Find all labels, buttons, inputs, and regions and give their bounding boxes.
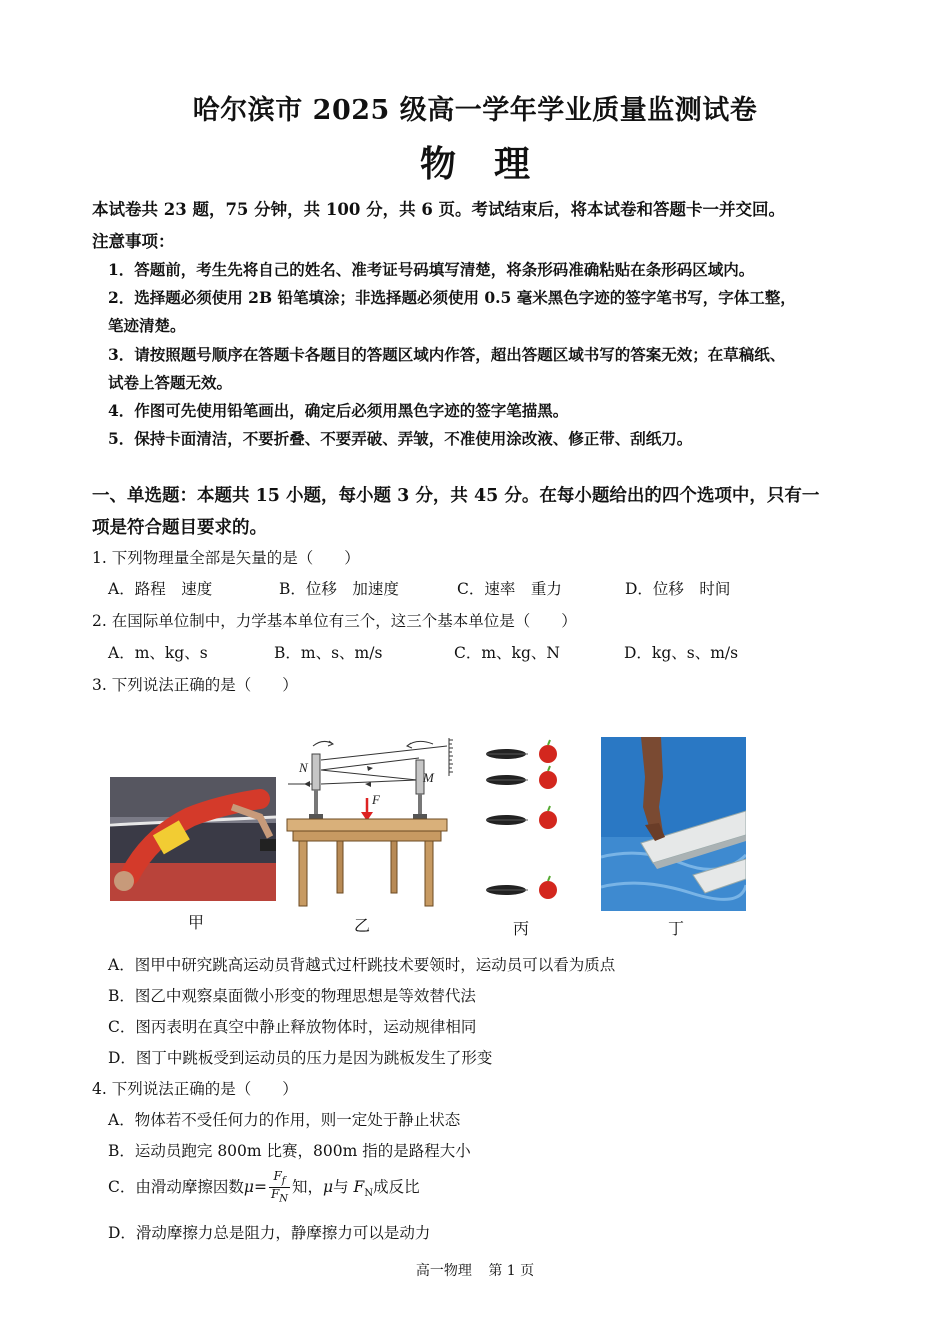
question-1-stem: 1. 下列物理量全部是矢量的是（ ） [92,549,360,567]
q2-option-d: D．kg、s、m/s [624,644,739,662]
q3-option-a: A．图甲中研究跳高运动员背越式过杆跳技术要领时，运动员可以看为质点 [108,956,616,974]
question-2-stem: 2. 在国际单位制中，力学基本单位有三个，这三个基本单位是（ ） [92,612,577,630]
q4-option-c [108,1170,420,1206]
figure-label-ding: 丁 [667,919,684,938]
q4c-mu: μ= [243,1177,267,1196]
q2-option-a: A．m、kg、s [108,644,208,662]
q4c-fn: F [353,1177,365,1196]
notice-item-2-cont: 笔迹清楚。 [108,316,186,335]
question-4-stem: 4. 下列说法正确的是（ ） [92,1080,298,1098]
label-f: F [372,792,380,807]
notice-item-2: 2．选择题必须使用 2B 铅笔填涂；非选择题必须使用 0.5 毫米黑色字迹的签字笔书写，字体工整， [108,288,796,307]
q3-option-c: C．图丙表明在真空中静止释放物体时，运动规律相同 [108,1018,477,1036]
q4c-den-sub: N [279,1193,289,1205]
notice-item-4: 4．作图可先使用铅笔画出，确定后必须用黑色字迹的签字笔描黑。 [108,401,569,420]
figure-label-jia: 甲 [187,913,204,932]
q4c-prefix: C．由滑动摩擦因数 [108,1177,244,1196]
footer-page-number: 第 1 页 [488,1263,535,1279]
q1-option-b: B．位移 加速度 [279,580,399,598]
q3-option-b: B．图乙中观察桌面微小形变的物理思想是等效替代法 [108,987,476,1005]
label-m: M [423,770,434,785]
figure-yi-table-mirrors [285,730,465,910]
notice-item-3: 3．请按照题号顺序在答题卡各题目的答题区域内作答，超出答题区域书写的答案无效；在草稿纸、 [108,345,786,364]
q4c-fn-sub: N [364,1187,374,1199]
subject-title: 物理 [419,143,568,185]
q4-option-b: B．运动员跑完 800m 比赛，800m 指的是路程大小 [108,1142,471,1160]
figure-label-bing: 丙 [512,919,529,938]
q2-option-b: B．m、s、m/s [274,644,383,662]
exam-intro: 本试卷共 23 题，75 分钟，共 100 分，共 6 页。考试结束后，将本试卷和答题卡一并交回。 [92,200,786,219]
q4c-mid: 知， [292,1177,324,1196]
q2-option-c: C．m、kg、N [454,644,560,662]
q4c-num-sub: f [281,1175,286,1187]
notice-item-1: 1．答题前，考生先将自己的姓名、准考证号码填写清楚，将条形码准确粘贴在条形码区域内。 [108,260,755,279]
footer-subject: 高一物理 [415,1263,472,1279]
q4c-mu2: μ [323,1177,334,1196]
figure-bing-feather-apple [484,738,564,908]
question-3-stem: 3. 下列说法正确的是（ ） [92,676,298,694]
exam-title: 哈尔滨市 2025 级高一学年学业质量监测试卷 [192,95,758,126]
notice-item-5: 5．保持卡面清洁，不要折叠、不要弄破、弄皱，不准使用涂改液、修正带、刮纸刀。 [108,429,693,448]
notice-item-3-cont: 试卷上答题无效。 [108,373,233,392]
q1-option-c: C．速率 重力 [457,580,562,598]
figure-label-yi: 乙 [353,916,370,935]
q3-option-d: D．图丁中跳板受到运动员的压力是因为跳板发生了形变 [108,1049,493,1067]
section-heading-line1: 一、单选题：本题共 15 小题，每小题 3 分，共 45 分。在每小题给出的四个选项中，只有一 [92,486,820,506]
q4c-den: F [270,1187,280,1202]
q4-option-d: D．滑动摩擦力总是阻力，静摩擦力可以是动力 [108,1224,431,1242]
q4c-suffix: 成反比 [373,1177,420,1196]
q4c-with: 与 [333,1177,354,1196]
q1-option-a: A．路程 速度 [108,580,213,598]
q1-option-d: D．位移 时间 [625,580,731,598]
notice-heading: 注意事项： [92,232,175,251]
figure-jia-high-jump [110,777,276,901]
q4-option-a: A．物体若不受任何力的作用，则一定处于静止状态 [108,1111,461,1129]
figure-ding-diving-board [601,737,746,911]
section-heading-line2: 项是符合题目要求的。 [92,518,267,538]
friction-formula-fraction [269,1170,290,1206]
label-n: N [299,760,308,775]
page-footer [0,1260,950,1280]
q4c-num: F [273,1169,282,1183]
